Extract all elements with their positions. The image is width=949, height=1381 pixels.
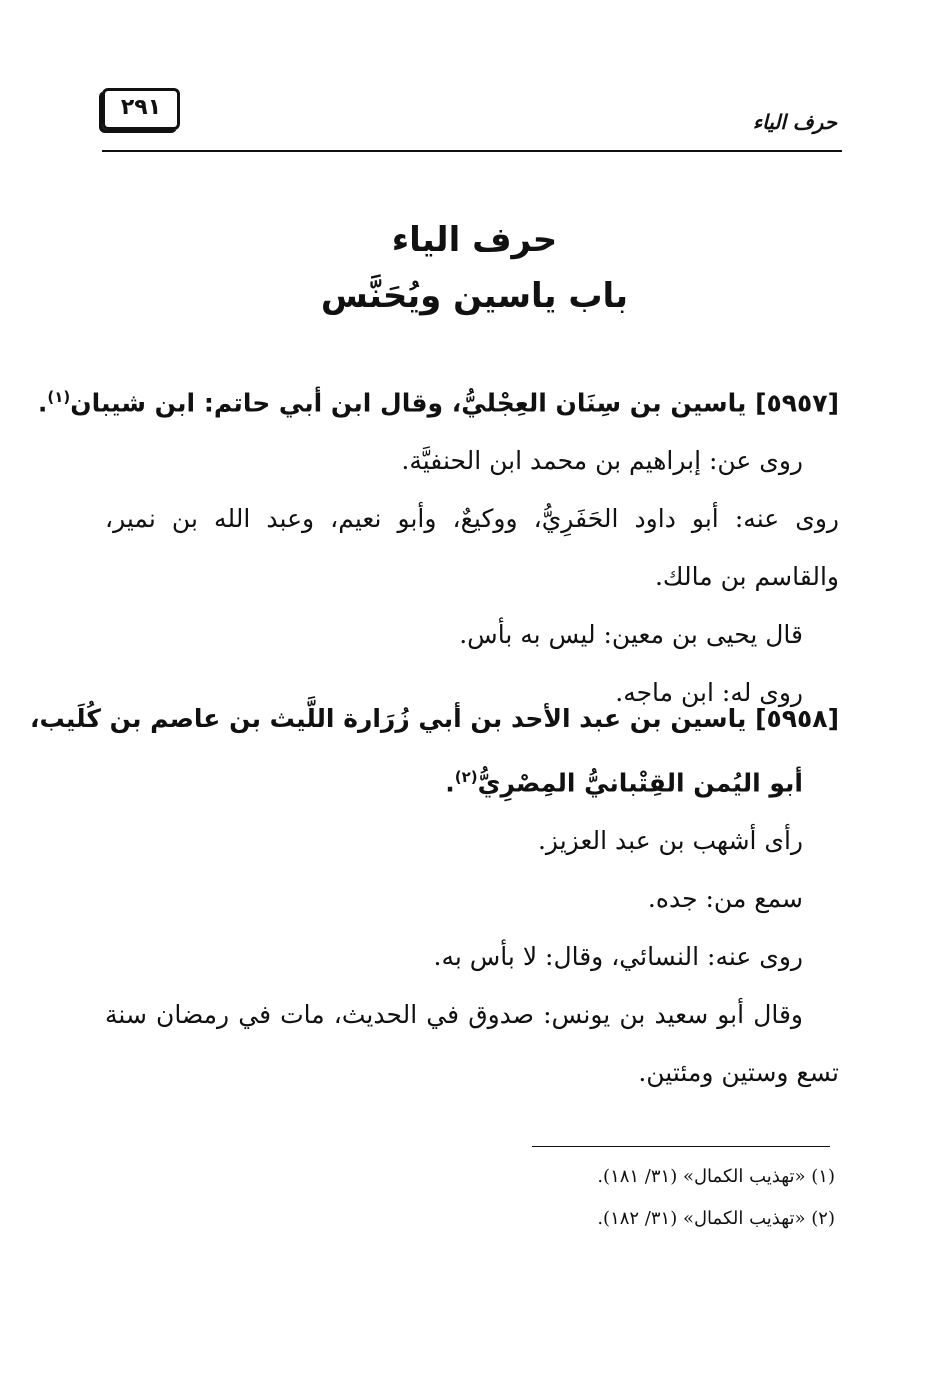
entry-line: روى عنه: أبو داود الحَفَرِيُّ، ووكيعٌ، وأبو نعيم، وعبد الله بن نمير، bbox=[105, 504, 839, 534]
entry-heading-end: . bbox=[37, 388, 48, 418]
entry-heading bbox=[37, 368, 839, 432]
entry-heading-text: [٥٩٥٧] ياسين بن سِنَان العِجْليُّ، وقال ابن أبي حاتم: ابن شيبان bbox=[70, 388, 839, 418]
footnote: (١) «تهذيب الكمال» (٣١/ ١٨١). bbox=[597, 1166, 835, 1187]
entry-5958 bbox=[29, 690, 839, 1102]
entry-line: وقال أبو سعيد بن يونس: صدوق في الحديث، مات في رمضان سنة bbox=[105, 1000, 803, 1030]
header-rule bbox=[102, 150, 842, 152]
running-head: حرف الياء bbox=[752, 110, 837, 134]
entry-5957 bbox=[37, 368, 839, 722]
footnote-marker: (٢) bbox=[454, 768, 478, 786]
entry-heading-continuation bbox=[105, 748, 839, 812]
entry-line: قال يحيى بن معين: ليس به بأس. bbox=[459, 620, 803, 650]
page-number: ٢٩١ bbox=[120, 95, 162, 120]
entry-line: تسع وستين ومئتين. bbox=[638, 1058, 839, 1088]
footnote: (٢) «تهذيب الكمال» (٣١/ ١٨٢). bbox=[597, 1208, 835, 1229]
entry-line: رأى أشهب بن عبد العزيز. bbox=[537, 826, 803, 856]
chapter-title: حرف الياء bbox=[391, 220, 558, 260]
entry-line: روى عن: إبراهيم بن محمد ابن الحنفيَّة. bbox=[401, 446, 803, 476]
section-title: باب ياسين ويُحَنَّس bbox=[320, 276, 629, 316]
entry-line: روى له: ابن ماجه. bbox=[615, 678, 803, 708]
entry-heading: [٥٩٥٨] ياسين بن عبد الأحد بن أبي زُرَارة اللَّيث بن عاصم بن كُلَيب، bbox=[29, 704, 839, 733]
entry-line: والقاسم بن مالك. bbox=[654, 562, 839, 592]
entry-heading-end: . bbox=[445, 768, 455, 798]
entry-line: روى عنه: النسائي، وقال: لا بأس به. bbox=[433, 942, 803, 972]
page-number-box bbox=[102, 88, 180, 130]
entry-heading-cont-text: أبو اليُمن القِتْبانيُّ المِصْرِيُّ bbox=[477, 768, 803, 798]
entry-line: سمع من: جده. bbox=[647, 884, 803, 914]
footnote-rule bbox=[532, 1146, 830, 1147]
footnote-marker: (١) bbox=[47, 388, 71, 406]
